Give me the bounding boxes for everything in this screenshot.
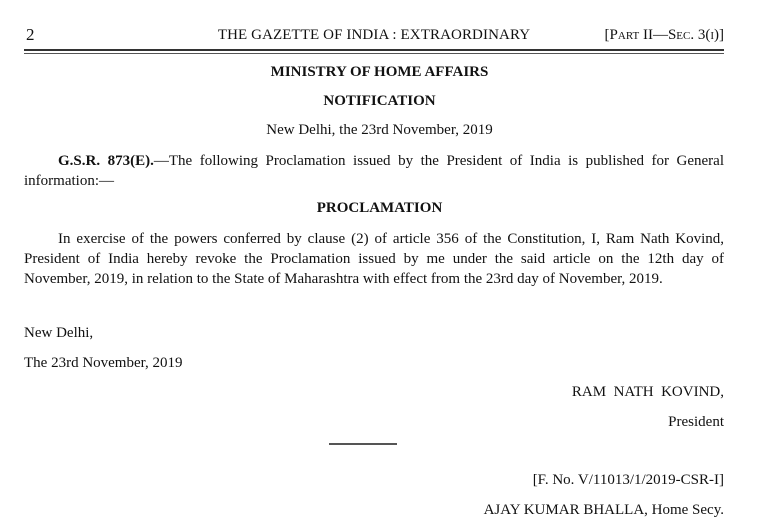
proclamation-line-1: In exercise of the powers conferred by clause (2) of article 356 of the Constitution, I, Ram Nath Kovind, <box>58 231 724 247</box>
home-secretary: AJAY KUMAR BHALLA, Home Secy. <box>483 502 724 518</box>
signatory-title: President <box>668 414 724 430</box>
gsr-paragraph <box>24 151 724 191</box>
proclamation-line-3: November, 2019, in relation to the State of Maharashtra with effect from the 23rd day of November, 2019. <box>24 271 663 287</box>
gsr-line-1 <box>24 151 724 171</box>
gsr-text-1: —The following Proclamation issued by the President of India is published for General <box>153 153 724 169</box>
file-number: [F. No. V/11013/1/2019-CSR-I] <box>532 472 724 488</box>
gazette-title: THE GAZETTE OF INDIA : EXTRAORDINARY <box>217 27 531 43</box>
proclamation-paragraph <box>24 229 724 289</box>
gsr-number: G.S.R. 873(E). <box>58 153 154 169</box>
notification-heading: NOTIFICATION <box>323 93 436 109</box>
signoff-date: The 23rd November, 2019 <box>24 355 183 371</box>
part-section: [Part II—Sec. 3(i)] <box>604 27 724 43</box>
ministry-heading: MINISTRY OF HOME AFFAIRS <box>270 64 489 80</box>
page-header <box>24 25 724 45</box>
signoff-place: New Delhi, <box>24 325 94 341</box>
proclamation-heading: PROCLAMATION <box>316 200 443 216</box>
separator-rule <box>329 443 397 445</box>
place-date-line: New Delhi, the 23rd November, 2019 <box>266 122 493 138</box>
page-number: 2 <box>26 25 35 44</box>
signatory-name: RAM NATH KOVIND, <box>571 384 724 400</box>
header-rule-thick <box>24 49 724 51</box>
proclamation-line-2: President of India hereby revoke the Proclamation issued by me under the said article on the 12th day of <box>24 251 724 267</box>
header-rule-thin <box>24 53 724 54</box>
gsr-line-2: information:— <box>24 173 114 189</box>
